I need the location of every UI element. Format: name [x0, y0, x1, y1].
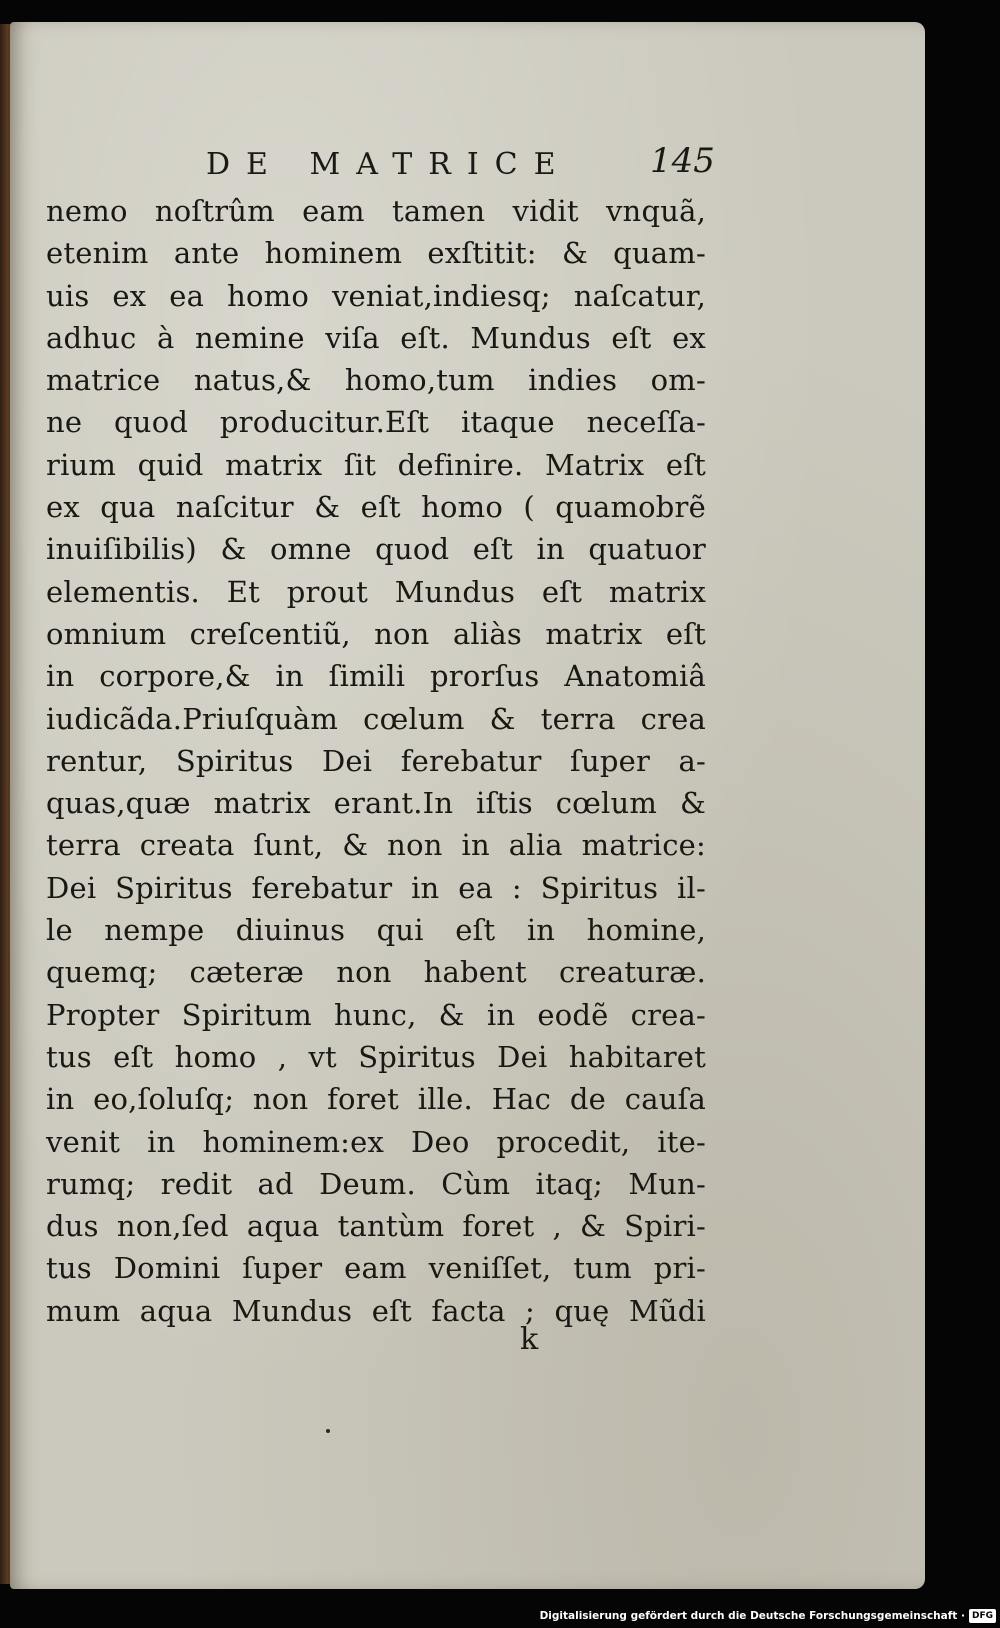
body-text — [46, 190, 706, 1332]
text-line: omnium creſcentiũ, non aliàs matrix eſt — [46, 616, 706, 651]
text-line: ex qua naſcitur & eſt homo ( quamobrẽ — [46, 490, 706, 525]
page-header — [10, 141, 925, 187]
text-line: in eo,ſoluſq; non foret ille. Hac de cauſa — [46, 1082, 706, 1117]
page-number: 145 — [650, 141, 715, 181]
text-line: tus eſt homo , vt Spiritus Dei habitaret — [46, 1039, 706, 1074]
book-page — [10, 22, 925, 1589]
catchword: k — [520, 1322, 539, 1357]
text-line: ne quod producitur.Eſt itaque neceſſa- — [46, 405, 706, 440]
text-line: Dei Spiritus ferebatur in ea : Spiritus il- — [46, 870, 706, 905]
text-line: in corpore,& in ſimili prorſus Anatomiâ — [46, 659, 706, 694]
text-line: le nempe diuinus qui eſt in homine, — [46, 913, 706, 948]
text-line: tus Domini ſuper eam veniſſet, tum pri- — [46, 1251, 706, 1286]
text-line: etenim ante hominem exſtitit: & quam- — [46, 236, 706, 271]
text-line: rentur, Spiritus Dei ferebatur ſuper a- — [46, 743, 706, 778]
text-line: rumq; redit ad Deum. Cùm itaq; Mun- — [46, 1166, 706, 1201]
paper-speck — [326, 1429, 330, 1433]
running-head: DE MATRICE — [206, 147, 572, 182]
digitization-credit — [540, 1606, 996, 1626]
text-line: rium quid matrix ſit definire. Matrix eſt — [46, 447, 706, 482]
text-line: venit in hominem:ex Deo procedit, ite- — [46, 1124, 706, 1159]
credit-text: Digitalisierung gefördert durch die Deutsche Forschungsgemeinschaft · — [539, 1610, 965, 1622]
text-line: mum aqua Mundus eſt facta ; quę Mũdi — [46, 1293, 706, 1328]
dfg-logo: DFG — [969, 1609, 996, 1623]
text-line: Propter Spiritum hunc, & in eodẽ crea- — [46, 997, 706, 1032]
text-line: elementis. Et prout Mundus eſt matrix — [46, 574, 706, 609]
text-line: quas,quæ matrix erant.In iſtis cœlum & — [46, 786, 706, 821]
text-line: nemo noſtrûm eam tamen vidit vnquã, — [46, 194, 706, 228]
text-line: adhuc à nemine viſa eſt. Mundus eſt ex — [46, 320, 706, 355]
text-line: inuiſibilis) & omne quod eſt in quatuor — [46, 532, 706, 567]
text-line: terra creata ſunt, & non in alia matrice: — [46, 828, 706, 863]
text-line: dus non,ſed aqua tantùm foret , & Spiri- — [46, 1209, 706, 1244]
text-line: iudicãda.Priuſquàm cœlum & terra crea — [46, 701, 706, 736]
text-line: matrice natus,& homo,tum indies om- — [46, 363, 706, 398]
text-line: quemq; cæteræ non habent creaturæ. — [46, 955, 706, 990]
text-line: uis ex ea homo veniat,indiesq; naſcatur, — [46, 278, 706, 313]
